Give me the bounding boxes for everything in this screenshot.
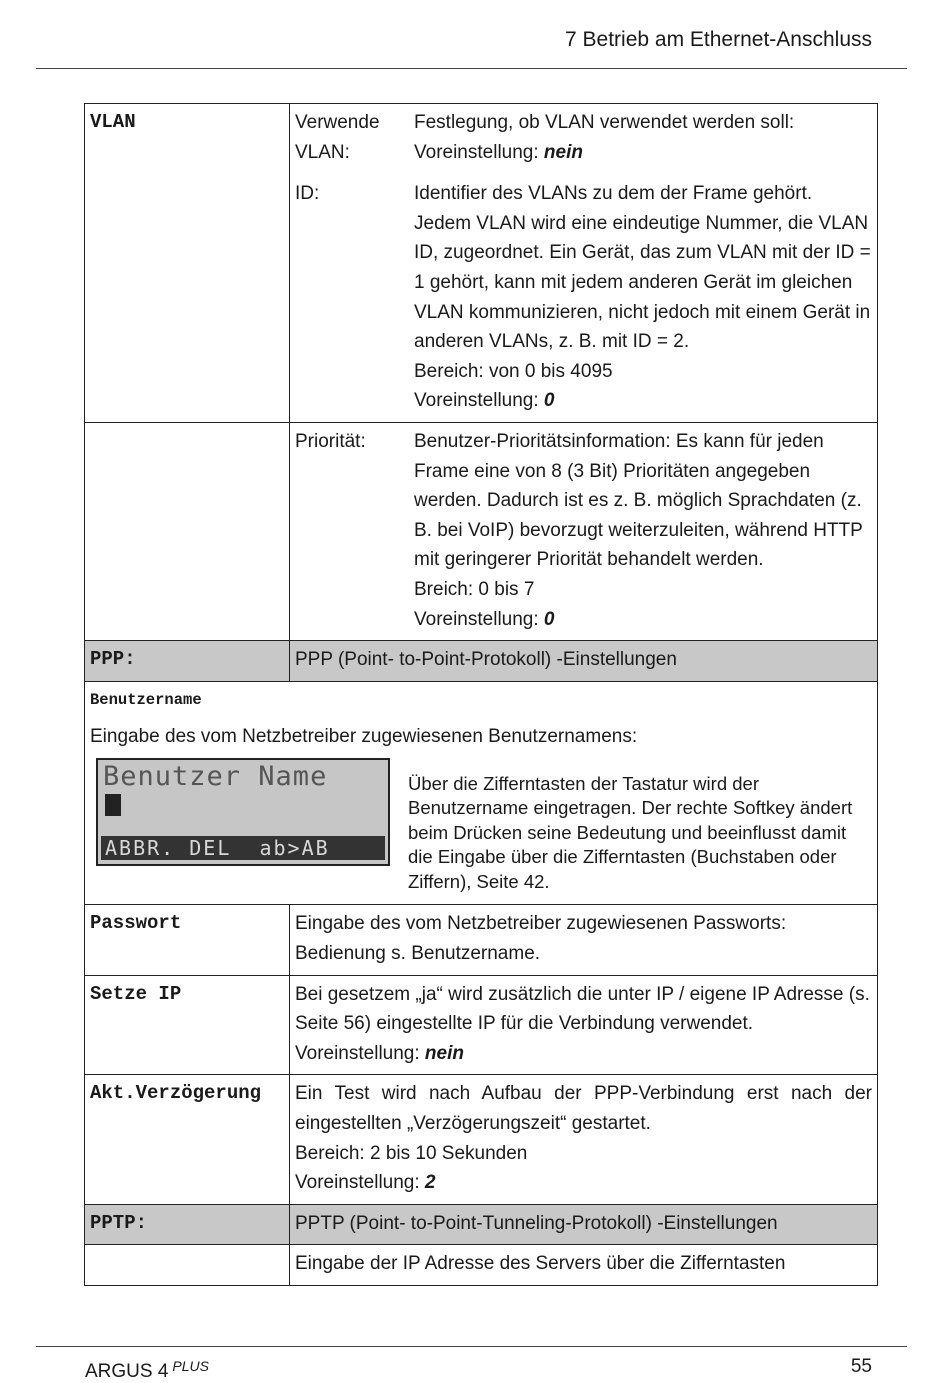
default-value: nein (543, 141, 583, 163)
key-vlan: VLAN (85, 104, 290, 423)
vlan-priority-entry (295, 427, 872, 634)
key-empty (85, 422, 290, 640)
vlan-use-entry (295, 108, 872, 167)
label-line: VLAN: (295, 141, 350, 163)
table-row (85, 1204, 878, 1245)
ppp-description: PPP (Point- to-Point-Protokoll) -Einstellungen (290, 641, 878, 682)
table-row (85, 1245, 878, 1286)
vlan-id-label: ID: (295, 183, 320, 205)
key-pptp: PPTP: (85, 1204, 290, 1245)
server-description: Eingabe der IP Adresse des Servers über die Zifferntasten (290, 1245, 878, 1286)
key-setze-ip: Setze IP (85, 975, 290, 1075)
vlan-priority-text (414, 427, 872, 634)
setze-ip-description (290, 975, 878, 1075)
default-value: 2 (424, 1172, 436, 1194)
product-name: ARGUS 4 (85, 1361, 169, 1382)
default-line (414, 605, 872, 635)
range-line: Bereich: von 0 bis 4095 (414, 360, 613, 382)
table-row (85, 422, 878, 640)
lcd-cursor (105, 794, 121, 816)
default-value: nein (424, 1042, 464, 1064)
default-line (414, 386, 872, 416)
table-row (85, 104, 878, 423)
akt-verzoegerung-description (290, 1075, 878, 1204)
vlan-priority-label: Priorität: (295, 430, 366, 452)
range-line: Breich: 0 bis 7 (414, 578, 535, 600)
passwort-description (290, 905, 878, 975)
default-label: Voreinstellung: (414, 608, 544, 630)
vlan-description (290, 104, 878, 423)
paragraph: Eingabe des vom Netzbetreiber zugewiesenen Passworts: (295, 913, 787, 935)
default-line (414, 138, 872, 168)
table-row (85, 1075, 878, 1204)
default-line (295, 1168, 872, 1198)
vlan-use-text (414, 108, 872, 167)
default-value: 0 (543, 608, 555, 630)
benutzername-intro: Eingabe des vom Netzbetreiber zugewiesenen Benutzernamens: (90, 726, 638, 748)
paragraph: Benutzer-Prioritätsinformation: Es kann für jeden Frame eine von 8 (3 Bit) Prioritäten angegeben werden. Dadurch ist es z. B. möglich Sprachdaten (z. B. bei VoIP) bevorzugt weiterzuleiten, während HTTP mit geringerer Priorität behandelt werden. (414, 430, 863, 571)
default-line (295, 1039, 872, 1069)
table-row (85, 975, 878, 1075)
default-label: Voreinstellung: (295, 1042, 425, 1064)
default-value: 0 (543, 390, 555, 412)
key-passwort: Passwort (85, 905, 290, 975)
lcd-line-title: Benutzer Name (103, 760, 328, 792)
key-benutzername: Benutzername (90, 690, 202, 709)
default-label: Voreinstellung: (414, 390, 544, 412)
key-ppp: PPP: (85, 641, 290, 682)
table-row (85, 681, 878, 905)
vlan-id-entry (295, 179, 872, 416)
chapter-title: 7 Betrieb am Ethernet-Anschluss (565, 28, 872, 51)
lcd-display (96, 758, 390, 866)
paragraph: Festlegung, ob VLAN verwendet werden soll: (414, 112, 795, 133)
label-line: Verwende (295, 112, 380, 133)
vlan-id-text (414, 179, 872, 416)
table-row (85, 905, 878, 975)
vlan-use-label (295, 108, 414, 167)
pptp-description: PPTP (Point- to-Point-Tunneling-Protokoll) -Einstellungen (290, 1204, 878, 1245)
vlan-priority-description (290, 422, 878, 640)
product-suffix: PLUS (172, 1358, 209, 1374)
settings-table (84, 103, 878, 1286)
default-label: Voreinstellung: (295, 1172, 425, 1194)
paragraph: Ein Test wird nach Aufbau der PPP-Verbindung erst nach der eingestellten „Verzögerungszeit“ gestartet. (295, 1083, 872, 1134)
paragraph: Identifier des VLANs zu dem der Frame gehört. Jedem VLAN wird eine eindeutige Nummer, die VLAN ID, zugeordnet. Ein Gerät, das zum VLAN mit der ID = 1 gehört, kann mit jedem anderen Gerät im gleichen VLAN kommunizieren, nicht jedoch mit einem Gerät in anderen VLANs, z. B. mit ID = 2. (414, 183, 871, 353)
footer-product (85, 1358, 209, 1383)
default-label: Voreinstellung: (414, 141, 544, 163)
lcd-softkey-bar: ABBR. DEL ab>AB (101, 836, 385, 860)
page-number: 55 (850, 1356, 872, 1377)
key-empty (85, 1245, 290, 1286)
header-rule (36, 68, 907, 69)
range-line: Bereich: 2 bis 10 Sekunden (295, 1142, 528, 1164)
benutzername-display-block (90, 758, 872, 895)
benutzername-description: Über die Zifferntasten der Tastatur wird der Benutzername eingetragen. Der rechte Softkey ändert beim Drücken seine Bedeutung und beeinflusst damit die Eingabe über die Zifferntasten (Buchstaben oder Ziffern), Seite 42. (408, 772, 853, 892)
paragraph: Bedienung s. Benutzername. (295, 942, 541, 964)
benutzername-cell (85, 681, 878, 905)
paragraph: Bei gesetzem „ja“ wird zusätzlich die unter IP / eigene IP Adresse (s. Seite 56) eingestellte IP für die Verbindung verwendet. (295, 983, 870, 1035)
footer-rule (36, 1346, 907, 1347)
table-row (85, 641, 878, 682)
key-akt-verzoegerung: Akt.Verzögerung (85, 1075, 290, 1204)
